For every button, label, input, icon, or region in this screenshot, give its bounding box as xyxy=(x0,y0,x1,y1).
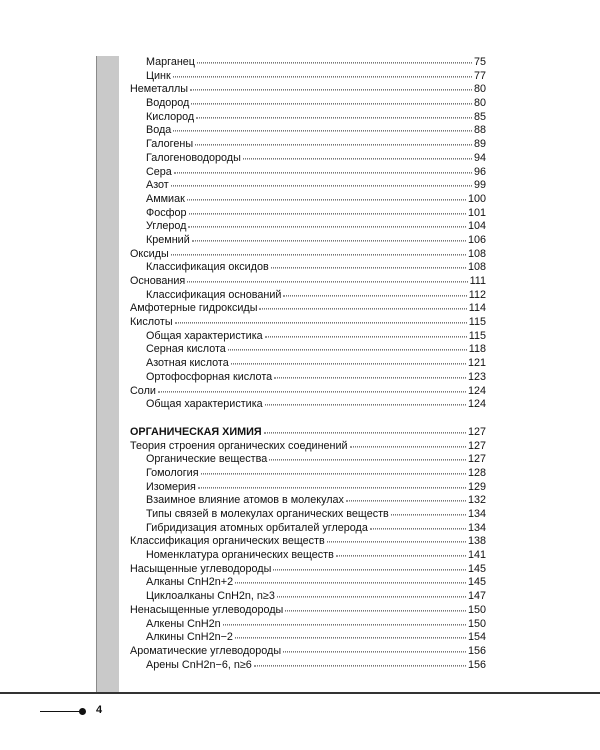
dot-leader xyxy=(269,454,466,460)
toc-entry xyxy=(130,316,486,330)
toc-entry-page: 128 xyxy=(467,466,486,479)
dot-leader xyxy=(174,166,472,172)
toc-entry-page: 99 xyxy=(473,179,486,192)
toc-entry-title: Оксиды xyxy=(130,247,169,260)
toc-entry xyxy=(130,481,486,495)
toc-entry-title: Классификация оксидов xyxy=(146,261,269,274)
toc-entry xyxy=(130,207,486,221)
toc-entry-page: 127 xyxy=(467,425,486,438)
toc-entry-title: Кислород xyxy=(146,110,195,123)
toc-entry-page: 114 xyxy=(468,302,486,315)
toc-entry-page: 138 xyxy=(467,535,486,548)
dot-leader xyxy=(370,523,466,529)
toc-entry-title: Водород xyxy=(146,97,190,110)
dot-leader xyxy=(190,84,472,90)
toc-entry-page: 115 xyxy=(468,329,486,342)
dot-leader xyxy=(264,427,466,433)
toc-entry-title: Общая характеристика xyxy=(146,398,263,411)
toc-entry-title: Вода xyxy=(146,124,172,137)
dot-leader xyxy=(271,262,466,268)
toc-entry xyxy=(130,371,486,385)
toc-entry-page: 123 xyxy=(467,370,486,383)
dot-leader xyxy=(235,577,466,583)
toc-entry-page: 108 xyxy=(467,247,486,260)
toc-entry xyxy=(130,563,486,577)
dot-leader xyxy=(243,153,472,159)
toc-entry xyxy=(130,453,486,467)
table-of-contents xyxy=(130,56,486,672)
dot-leader xyxy=(283,646,466,652)
toc-entry-page: 85 xyxy=(473,110,486,123)
toc-entry-page: 118 xyxy=(468,343,486,356)
toc-entry xyxy=(130,618,486,632)
toc-entry-page: 127 xyxy=(467,453,486,466)
toc-entry xyxy=(130,385,486,399)
dot-leader xyxy=(197,57,472,63)
dot-leader xyxy=(391,509,466,515)
dot-leader xyxy=(274,372,466,378)
toc-entry xyxy=(130,659,486,673)
toc-entry-title: Алканы CnH2n+2 xyxy=(146,576,234,589)
footer-rule xyxy=(0,692,600,694)
toc-entry xyxy=(130,97,486,111)
toc-entry-page: 154 xyxy=(467,631,486,644)
dot-leader xyxy=(265,399,466,405)
toc-entry-title: ОРГАНИЧЕСКАЯ ХИМИЯ xyxy=(130,425,262,438)
dot-leader xyxy=(277,591,466,597)
toc-entry xyxy=(130,56,486,70)
toc-entry-page: 115 xyxy=(468,316,486,329)
dot-leader xyxy=(171,180,472,186)
toc-entry-page: 141 xyxy=(467,549,486,562)
toc-entry xyxy=(130,138,486,152)
toc-entry-page: 145 xyxy=(467,562,486,575)
toc-entry xyxy=(130,494,486,508)
toc-entry-title: Гибридизация атомных орбиталей углерода xyxy=(146,521,368,534)
dot-leader xyxy=(191,98,472,104)
dot-leader xyxy=(259,303,466,309)
dot-leader xyxy=(350,441,466,447)
dot-leader xyxy=(196,112,472,118)
toc-entry-title: Органические вещества xyxy=(146,453,268,466)
toc-entry-page: 80 xyxy=(473,83,486,96)
toc-entry-title: Алкены CnH2n xyxy=(146,617,221,630)
toc-entry-page: 77 xyxy=(473,69,486,82)
dot-leader xyxy=(173,125,472,131)
toc-entry-page: 89 xyxy=(473,138,486,151)
toc-entry-title: Амфотерные гидроксиды xyxy=(130,302,258,315)
toc-entry xyxy=(130,275,486,289)
toc-entry-title: Арены CnH2n−6, n≥6 xyxy=(146,658,252,671)
toc-entry xyxy=(130,535,486,549)
dot-leader xyxy=(235,632,466,638)
dot-leader xyxy=(195,139,472,145)
footer-line-decoration xyxy=(40,711,80,712)
dot-leader xyxy=(187,276,467,282)
toc-entry xyxy=(130,330,486,344)
toc-entry-title: Азотная кислота xyxy=(146,357,229,370)
toc-entry-page: 134 xyxy=(467,508,486,520)
toc-entry-title: Алкины CnH2n−2 xyxy=(146,631,233,644)
toc-entry-page: 94 xyxy=(473,151,486,164)
toc-entry-title: Теория строения органических соединений xyxy=(130,439,348,452)
dot-leader xyxy=(175,317,467,323)
toc-entry-title: Цинк xyxy=(146,69,171,82)
toc-entry xyxy=(130,179,486,193)
toc-entry-title: Ненасыщенные углеводороды xyxy=(130,603,284,616)
toc-entry xyxy=(130,576,486,590)
toc-entry-page: 124 xyxy=(467,398,486,411)
toc-entry xyxy=(130,357,486,371)
toc-entry xyxy=(130,83,486,97)
toc-entry-page: 75 xyxy=(473,56,486,68)
toc-entry-title: Фосфор xyxy=(146,206,187,219)
toc-entry-title: Классификация органических веществ xyxy=(130,535,325,548)
toc-entry-title: Кремний xyxy=(146,233,190,246)
toc-entry xyxy=(130,508,486,522)
toc-entry xyxy=(130,645,486,659)
toc-entry xyxy=(130,111,486,125)
dot-leader xyxy=(327,536,466,542)
toc-entry-title: Соли xyxy=(130,384,156,397)
toc-entry-page: 124 xyxy=(467,384,486,397)
toc-entry xyxy=(130,220,486,234)
toc-entry-page: 101 xyxy=(467,206,486,219)
toc-entry-page: 112 xyxy=(468,288,486,301)
toc-entry xyxy=(130,343,486,357)
toc-entry xyxy=(130,440,486,454)
toc-entry xyxy=(130,631,486,645)
toc-entry xyxy=(130,604,486,618)
toc-entry xyxy=(130,193,486,207)
dot-leader xyxy=(192,235,466,241)
toc-section-heading xyxy=(130,426,486,440)
toc-entry xyxy=(130,124,486,138)
toc-entry xyxy=(130,302,486,316)
dot-leader xyxy=(187,194,466,200)
toc-entry-page: 121 xyxy=(467,357,486,370)
dot-leader xyxy=(346,495,466,501)
toc-entry-title: Марганец xyxy=(146,56,195,68)
toc-entry xyxy=(130,70,486,84)
toc-entry xyxy=(130,549,486,563)
toc-entry-page: 111 xyxy=(469,275,486,287)
dot-leader xyxy=(189,208,466,214)
dot-leader xyxy=(254,660,466,666)
dot-leader xyxy=(171,249,466,255)
toc-entry xyxy=(130,522,486,536)
footer-bullet-icon xyxy=(79,708,86,715)
dot-leader xyxy=(265,331,467,337)
toc-entry-page: 145 xyxy=(467,576,486,589)
dot-leader xyxy=(188,221,466,227)
toc-entry xyxy=(130,234,486,248)
toc-entry-page: 150 xyxy=(467,603,486,616)
toc-entry-title: Взаимное влияние атомов в молекулах xyxy=(146,494,344,507)
toc-entry-title: Ортофосфорная кислота xyxy=(146,370,273,383)
toc-entry-title: Гомология xyxy=(146,466,199,479)
toc-entry-title: Изомерия xyxy=(146,480,196,493)
toc-entry-title: Галогены xyxy=(146,138,194,151)
toc-entry-title: Классификация оснований xyxy=(146,288,282,301)
toc-entry-page: 134 xyxy=(467,521,486,534)
toc-entry-title: Основания xyxy=(130,275,186,287)
toc-entry-page: 80 xyxy=(473,97,486,110)
toc-entry-page: 88 xyxy=(473,124,486,137)
toc-entry-title: Аммиак xyxy=(146,192,185,205)
toc-entry-page: 156 xyxy=(467,644,486,657)
dot-leader xyxy=(285,605,466,611)
toc-entry-title: Циклоалканы CnH2n, n≥3 xyxy=(146,590,275,603)
dot-leader xyxy=(228,344,467,350)
margin-bar xyxy=(96,56,119,692)
toc-entry xyxy=(130,398,486,412)
toc-entry xyxy=(130,590,486,604)
toc-entry-title: Серная кислота xyxy=(146,343,226,356)
toc-entry-title: Азот xyxy=(146,179,169,192)
toc-entry-title: Углерод xyxy=(146,220,187,233)
toc-entry xyxy=(130,152,486,166)
toc-entry-title: Типы связей в молекулах органических веществ xyxy=(146,508,389,520)
dot-leader xyxy=(158,385,466,391)
dot-leader xyxy=(231,358,466,364)
dot-leader xyxy=(283,290,466,296)
toc-entry-page: 106 xyxy=(467,233,486,246)
toc-entry-page: 96 xyxy=(473,165,486,178)
toc-entry-page: 147 xyxy=(467,590,486,603)
toc-entry-title: Ароматические углеводороды xyxy=(130,644,282,657)
toc-entry-title: Общая характеристика xyxy=(146,329,263,342)
toc-entry-title: Номенклатура органических веществ xyxy=(146,549,334,562)
toc-entry-page: 127 xyxy=(467,439,486,452)
toc-entry xyxy=(130,289,486,303)
toc-entry-title: Галогеноводороды xyxy=(146,151,241,164)
toc-entry-page: 108 xyxy=(467,261,486,274)
toc-entry-title: Неметаллы xyxy=(130,83,189,96)
dot-leader xyxy=(198,482,466,488)
toc-entry xyxy=(130,248,486,262)
dot-leader xyxy=(201,468,466,474)
toc-entry-page: 129 xyxy=(467,480,486,493)
dot-leader xyxy=(223,618,466,624)
toc-entry-page: 156 xyxy=(467,658,486,671)
dot-leader xyxy=(273,564,466,570)
toc-entry-page: 150 xyxy=(467,617,486,630)
page-number: 4 xyxy=(96,704,103,716)
toc-entry xyxy=(130,467,486,481)
toc-entry xyxy=(130,261,486,275)
toc-entry-page: 132 xyxy=(467,494,486,507)
dot-leader xyxy=(173,71,472,77)
toc-entry-title: Сера xyxy=(146,165,172,178)
toc-entry-title: Кислоты xyxy=(130,316,173,329)
toc-entry xyxy=(130,166,486,180)
dot-leader xyxy=(336,550,466,556)
toc-entry-page: 104 xyxy=(467,220,486,233)
toc-entry-page: 100 xyxy=(467,192,486,205)
toc-entry-title: Насыщенные углеводороды xyxy=(130,562,272,575)
